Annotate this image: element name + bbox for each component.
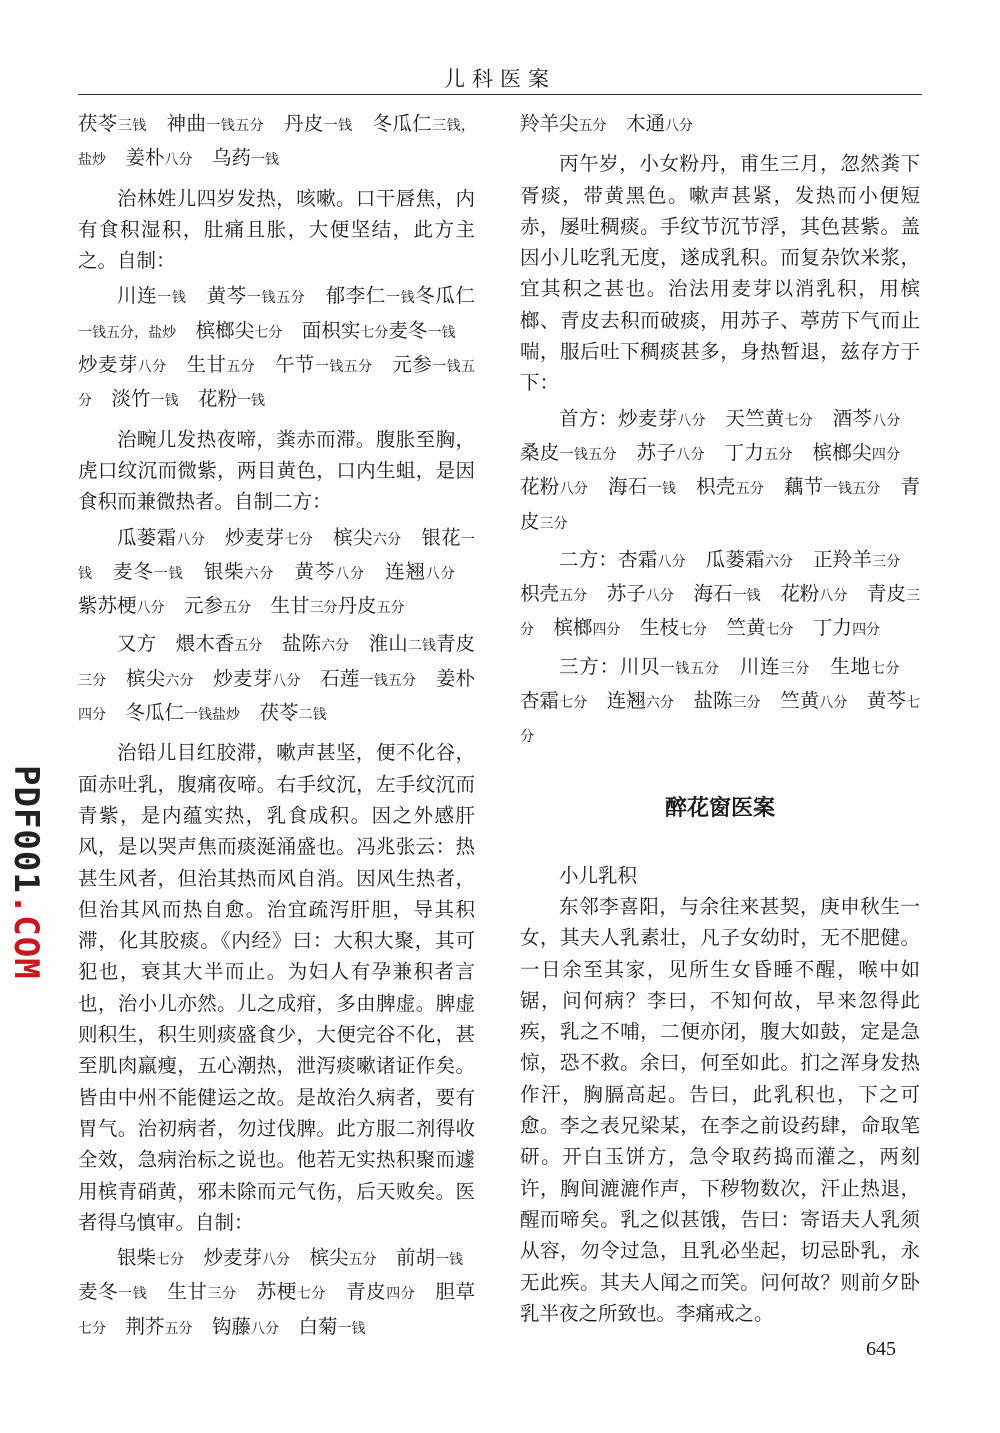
herb-name: 丹皮 xyxy=(337,594,377,618)
herb-name: 石莲 xyxy=(300,666,360,690)
herb-name: 前胡 xyxy=(376,1246,436,1270)
herb-name: 槟榔尖 xyxy=(792,440,872,464)
prescription xyxy=(78,522,475,625)
dosage: 五分 xyxy=(559,588,588,605)
herb-name: 面枳实 xyxy=(282,318,361,342)
dosage: 七分 xyxy=(784,412,813,429)
herb-name: 桑皮 xyxy=(520,406,920,464)
herb-name: 二方：杏霜 xyxy=(559,547,658,571)
herb-name: 槟尖 xyxy=(106,666,166,690)
herb-name: 竺黄 xyxy=(707,616,766,640)
dosage: 六分 xyxy=(244,565,275,582)
herb-name: 淡竹 xyxy=(92,387,151,411)
herb-name: 藕节 xyxy=(764,475,824,499)
dosage: 一钱 xyxy=(427,324,456,341)
dosage: 七分 xyxy=(156,1252,185,1269)
dosage: 一钱五分 xyxy=(206,118,264,134)
dosage: 五分 xyxy=(735,481,765,498)
herb-name: 乌药 xyxy=(192,146,252,170)
dosage: 三钱 xyxy=(117,118,147,134)
dosage: 八分 xyxy=(262,1252,291,1269)
dosage: 一钱盐炒 xyxy=(184,707,241,724)
herb-name: 三方：川贝 xyxy=(559,654,661,678)
dosage: 五分 xyxy=(348,1252,377,1269)
herb-name: 槟榔 xyxy=(534,616,593,640)
dosage: 一钱 xyxy=(118,1286,148,1303)
herb-name: 青皮 xyxy=(520,475,921,533)
herb-name: 生地 xyxy=(810,654,871,678)
dosage: 七分 xyxy=(559,695,588,712)
dosage: 四分 xyxy=(386,1286,416,1303)
right-column xyxy=(520,108,920,1329)
herb-name: 连翘 xyxy=(364,559,426,583)
prescription xyxy=(78,108,475,177)
watermark-prefix: PDF001 xyxy=(6,765,46,894)
case-subtitle: 小儿乳积 xyxy=(559,863,638,887)
dosage: 八分 xyxy=(176,531,206,548)
dosage: 三分 xyxy=(520,588,921,639)
herb-name: 枳壳 xyxy=(520,547,921,606)
prescription xyxy=(78,1242,483,1345)
herb-name: 银花 xyxy=(401,525,462,549)
dosage: 八分 xyxy=(665,118,694,134)
herb-name: 冬瓜仁 xyxy=(415,284,475,308)
herb-name: 姜朴 xyxy=(416,666,475,690)
dosage: 三分 xyxy=(780,660,811,677)
herb-name: 黄芩 xyxy=(847,689,907,713)
prescription xyxy=(78,280,475,417)
case-text: 丙午岁，小女粉丹，甫生三月，忽然粪下胥痰，带黄黑色。嗽声甚紧，发热而小便短赤，屡吐稠痰。手纹节沉节浮，其色甚紫。盖因小儿吃乳无度，遂成乳积。而复杂饮米浆，宜其积之甚也。治法用麦芽以消乳积，用槟榔、青皮去积而破痰，用苏子、葶苈下气而止喘，服后吐下稠痰甚多，身热暂退，兹存方于下： xyxy=(520,152,920,395)
dosage: 一钱五分 xyxy=(660,660,720,677)
dosage: 五分 xyxy=(223,600,252,617)
herb-name: 丁力 xyxy=(793,616,853,640)
herb-name: 银柴 xyxy=(117,1246,157,1270)
dosage: 三分 xyxy=(732,695,761,712)
herb-name: 午节 xyxy=(255,353,315,377)
dosage: 六分 xyxy=(645,695,674,712)
herb-name: 酒芩 xyxy=(812,406,873,430)
herb-name: 元参 xyxy=(372,353,433,377)
dosage: 八分 xyxy=(657,553,686,570)
herb-name: 盐陈 xyxy=(262,632,322,656)
dosage: 八分 xyxy=(335,565,365,582)
dosage: 一钱五分，盐炒 xyxy=(78,324,177,341)
herb-name: 花粉 xyxy=(178,387,238,411)
herb-name: 茯苓 xyxy=(240,701,299,725)
dosage: 一钱五分 xyxy=(78,359,475,410)
dosage: 三分 xyxy=(872,553,901,570)
herb-name: 瓜蒌霜 xyxy=(685,547,765,571)
dosage: 一钱 xyxy=(251,152,280,169)
herb-name: 槟尖 xyxy=(313,525,373,549)
herb-name: 冬瓜仁 xyxy=(352,112,433,135)
prescription xyxy=(520,403,920,540)
dosage: 四分 xyxy=(592,622,621,639)
dosage: 二钱 xyxy=(298,707,327,724)
dosage: 一钱 xyxy=(732,588,761,605)
dosage: 一钱五分 xyxy=(314,359,373,376)
herb-name: 青皮 xyxy=(435,632,475,656)
dosage: 四分 xyxy=(852,622,881,639)
herb-name: 黄芩 xyxy=(274,559,336,583)
dosage: 一钱五分 xyxy=(359,672,417,689)
prescription xyxy=(520,544,920,647)
herb-name: 枳壳 xyxy=(676,475,736,499)
watermark-suffix: .COM xyxy=(6,893,46,980)
herb-name: 炒麦芽 xyxy=(78,318,475,377)
dosage: 八分 xyxy=(645,588,674,605)
dosage: 八分 xyxy=(251,1320,280,1337)
herb-name: 连翘 xyxy=(587,689,646,713)
dosage: 一钱五分 xyxy=(559,446,617,463)
herb-name: 茯苓 xyxy=(78,112,118,135)
herb-name: 苏梗 xyxy=(236,1280,297,1304)
herb-name: 花粉 xyxy=(520,440,921,499)
herb-name: 槟榔尖 xyxy=(176,318,255,342)
herb-name: 杏霜 xyxy=(520,654,920,713)
dosage: 一钱 xyxy=(237,393,266,410)
case-text: 治畹儿发热夜啼，粪赤而滞。腹胀至胸，虎口纹沉而微紫，两目黄色，口内生蛆，是因食积而兼微热者。自制二方： xyxy=(78,427,475,514)
herb-name: 青皮 xyxy=(326,1280,387,1304)
dosage: 七分 xyxy=(765,622,794,639)
dosage: 八分 xyxy=(137,359,167,376)
herb-name: 川连 xyxy=(719,654,781,678)
herb-name: 天竺黄 xyxy=(705,406,785,430)
herb-name: 川连 xyxy=(117,284,158,308)
dosage: 七分 xyxy=(296,1286,326,1303)
herb-name: 羚羊尖 xyxy=(520,112,579,135)
dosage: 八分 xyxy=(677,412,706,429)
dosage: 三分 xyxy=(78,672,107,689)
left-column xyxy=(78,108,483,1345)
herb-name: 炒麦芽 xyxy=(184,1246,263,1270)
case-text: 治林姓儿四岁发热，咳嗽。口干唇焦，内有食积湿积，肚痛且胀，大便坚结，此方主之。自制： xyxy=(78,186,475,273)
herb-name: 姜朴 xyxy=(106,146,165,170)
herb-name: 青皮 xyxy=(847,582,907,606)
section-title: 醉花窗医案 xyxy=(664,795,775,821)
dosage: 八分 xyxy=(136,600,165,617)
herb-name: 钩藤 xyxy=(192,1314,252,1338)
dosage: 五分 xyxy=(164,1320,193,1337)
dosage: 七分 xyxy=(520,695,921,746)
herb-name: 盐陈 xyxy=(673,689,733,713)
herb-name: 生甘 xyxy=(251,594,310,618)
dosage: 三分 xyxy=(539,515,568,532)
dosage: 八分 xyxy=(819,695,848,712)
dosage: 六分 xyxy=(321,638,350,655)
herb-name: 神曲 xyxy=(146,112,207,135)
dosage: 八分 xyxy=(872,412,901,429)
herb-name: 丁力 xyxy=(704,440,765,464)
dosage: 一钱 xyxy=(153,565,184,582)
herb-name: 海石 xyxy=(673,582,733,606)
prescription xyxy=(520,108,920,142)
herb-name: 花粉 xyxy=(760,582,820,606)
dosage: 一钱 xyxy=(385,290,416,307)
dosage: 一钱 xyxy=(157,290,187,307)
dosage: 一钱 xyxy=(150,393,179,410)
herb-name: 紫苏梗 xyxy=(78,559,476,618)
dosage: 五分 xyxy=(578,118,607,134)
herb-name: 生甘 xyxy=(166,353,227,377)
dosage: 七分 xyxy=(78,1320,106,1337)
herb-name: 竺黄 xyxy=(760,689,820,713)
herb-name: 冬瓜仁 xyxy=(106,701,185,725)
page-number: 645 xyxy=(866,1338,896,1360)
dosage: 四分 xyxy=(871,446,901,463)
dosage: 八分 xyxy=(164,152,193,169)
dosage: 一钱 xyxy=(647,481,677,498)
watermark xyxy=(0,765,46,1015)
herb-name: 淮山 xyxy=(349,632,408,656)
dosage: 八分 xyxy=(559,481,589,498)
dosage: 一钱 xyxy=(78,531,476,582)
dosage: 三分 xyxy=(207,1286,237,1303)
running-header: 儿科医案 xyxy=(78,66,922,95)
herb-name: 丹皮 xyxy=(264,112,324,135)
prescription xyxy=(78,628,475,731)
herb-name: 黄芩 xyxy=(186,284,247,308)
dosage: 八分 xyxy=(425,565,456,582)
herb-name: 麦冬 xyxy=(92,559,154,583)
herb-name: 郁李仁 xyxy=(305,284,386,308)
dosage: 五分 xyxy=(764,446,793,463)
dosage: 五分 xyxy=(376,600,405,617)
prescription xyxy=(520,651,920,754)
herb-name: 麦冬 xyxy=(78,1246,483,1304)
dosage: 六分 xyxy=(764,553,794,570)
herb-name: 正羚羊 xyxy=(793,547,873,571)
herb-name: 胆草 xyxy=(415,1280,475,1304)
herb-name: 海石 xyxy=(588,475,648,499)
herb-name: 荆芥 xyxy=(106,1314,165,1338)
dosage: 七分 xyxy=(254,324,283,341)
dosage: 五分 xyxy=(234,638,263,655)
dosage: 六分 xyxy=(165,672,194,689)
herb-name: 槟尖 xyxy=(290,1246,349,1270)
dosage: 三分 xyxy=(309,600,338,617)
herb-name: 又方 煨木香 xyxy=(117,632,235,656)
dosage: 二钱 xyxy=(407,638,436,655)
case-text: 治铅儿目红胶滞，嗽声甚坚，便不化谷，面赤吐乳，腹痛夜啼。右手纹沉，左手纹沉而青紫，是内蕴实热，乳食成积。因之外感肝风，是以哭声焦而痰涎涌盛也。冯兆张云：热甚生风者，但治其热而风自消。因风生热者，但治其风而热自愈。治宜疏泻肝胆，导其积滞，化其胶痰。《内经》曰：大积大聚，其可犯也，衰其大半而止。为妇人有孕兼积者言也，治小儿亦然。儿之成疳，多由脾虚。脾虚则积生，积生则痰盛食少，大便完谷不化，甚至肌肉羸瘦，五心潮热，泄泻痰嗽诸证作矣。皆由中州不能健运之故。是故治久病者，要有胃气。治初病者，勿过伐脾。此方服二剂得收全效，急病治标之说也。他若无实热积聚而遽用槟青硝黄，邪未除而元气伤，后天败矣。医者得乌慎审。自制： xyxy=(78,741,475,1234)
herb-name: 炒麦芽 xyxy=(205,525,285,549)
herb-name: 炒麦芽 xyxy=(193,666,273,690)
case-text: 东邻李喜阳，与余往来甚契，庚申秋生一女，其夫人乳素壮，凡子女幼时，无不肥健。一日余至其家，见所生女昏睡不醒，喉中如锯，问何病？李曰，不知何故，早来忽得此疾，乳之不哺，二便亦闭，腹大如鼓，定是急惊，恐不救。余曰，何至如此。扪之浑身发热作汗，胸膈高起。告曰，此乳积也，下之可愈。李之表兄梁某，在李之前设药肆，命取笔研。开白玉饼方，急令取药捣而灌之，两刻许，胸间漉漉作声，下秽物数次，汗止热退，醒而啼矣。乳之似甚饿，告曰：寄语夫人乳须从容，勿令过急，且乳必坐起，切忌卧乳，永无此疾。其夫人闻之而笑。问何故？则前夕卧乳半夜之所致也。李痛戒之。 xyxy=(520,894,920,1325)
herb-name: 银柴 xyxy=(183,559,245,583)
dosage: 一钱五分 xyxy=(823,481,881,498)
herb-name: 苏子 xyxy=(587,582,646,606)
dosage: 八分 xyxy=(819,588,848,605)
herb-name: 木通 xyxy=(606,112,666,135)
dosage: 一钱五分 xyxy=(246,290,306,307)
herb-name: 瓜蒌霜 xyxy=(117,525,177,549)
herb-name: 生枝 xyxy=(620,616,680,640)
dosage: 一钱 xyxy=(435,1252,464,1269)
dosage: 八分 xyxy=(272,672,301,689)
herb-name: 生甘 xyxy=(147,1280,208,1304)
herb-name: 元参 xyxy=(164,594,224,618)
dosage: 四分 xyxy=(78,707,106,724)
dosage: 一钱 xyxy=(323,118,353,134)
dosage: 一钱 xyxy=(337,1320,366,1337)
dosage: 七分 xyxy=(284,531,314,548)
dosage: 七分 xyxy=(679,622,708,639)
dosage: 八分 xyxy=(676,446,705,463)
dosage: 七分 xyxy=(870,660,901,677)
herb-name: 白菊 xyxy=(279,1314,338,1338)
dosage: 七分 xyxy=(360,324,389,341)
dosage: 六分 xyxy=(372,531,402,548)
dosage: 三钱，盐炒 xyxy=(78,118,475,169)
herb-name: 首方：炒麦芽 xyxy=(559,406,678,430)
dosage: 五分 xyxy=(226,359,256,376)
herb-name: 苏子 xyxy=(616,440,677,464)
herb-name: 麦冬 xyxy=(388,318,428,342)
